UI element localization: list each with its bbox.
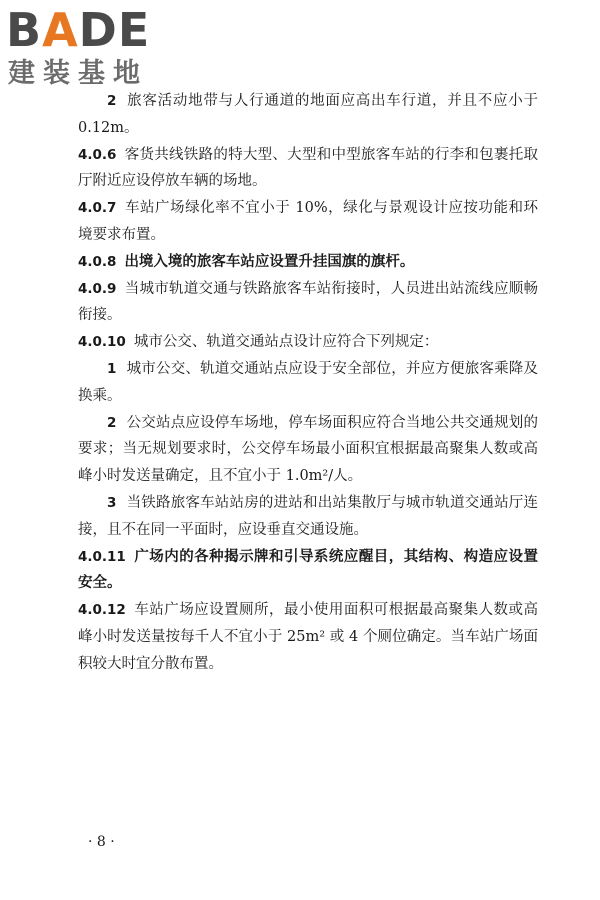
paragraph-text: 广场内的各种揭示牌和引导系统应醒目，其结构、构造应设置安全。 [78, 547, 538, 592]
clause-number: 4.0.10 [78, 334, 126, 351]
document-body [78, 88, 538, 678]
paragraph-item-1 [78, 356, 538, 410]
logo-chinese: 建装基地 [8, 58, 148, 89]
clause-number: 4.0.11 [78, 548, 126, 565]
clause-number: 4.0.7 [78, 200, 117, 217]
page-number: · 8 · [88, 834, 115, 850]
paragraph-item-3 [78, 490, 538, 544]
item-number: 2 [107, 93, 117, 109]
paragraph-item-2b [78, 410, 538, 490]
item-number: 2 [107, 414, 117, 431]
clause-4-0-12 [78, 597, 538, 677]
item-number: 3 [107, 494, 117, 511]
logo-brand-prefix: B [6, 3, 43, 57]
paragraph-text: 客货共线铁路的特大型、大型和中型旅客车站的行李和包裹托取厅附近应设停放车辆的场地。 [78, 146, 538, 190]
clause-number: 4.0.12 [78, 602, 126, 619]
item-number: 1 [107, 360, 117, 377]
bade-logo [6, 4, 176, 94]
logo-brand [6, 4, 150, 56]
clause-4-0-10 [78, 329, 538, 356]
paragraph-text: 车站广场绿化率不宜小于 10%，绿化与景观设计应按功能和环境要求布置。 [78, 200, 538, 243]
paragraph-item-2 [78, 88, 538, 142]
logo-brand-accent: A [42, 3, 79, 57]
paragraph-text: 当城市轨道交通与铁路旅客车站衔接时，人员进出站流线应顺畅衔接。 [78, 280, 538, 324]
clause-4-0-9 [78, 276, 538, 330]
clause-4-0-7 [78, 195, 538, 249]
paragraph-text: 城市公交、轨道交通站点应设于安全部位，并应方便旅客乘降及换乘。 [78, 360, 538, 404]
paragraph-text: 车站广场应设置厕所，最小使用面积可根据最高聚集人数或高峰小时发送量按每千人不宜小于 25m² 或 4 个厕位确定。当车站广场面积较大时宜分散布置。 [78, 602, 538, 672]
clause-4-0-8 [78, 249, 538, 276]
clause-number: 4.0.9 [78, 280, 117, 297]
clause-4-0-11 [78, 544, 538, 598]
paragraph-text: 公交站点应设停车场地，停车场面积应符合当地公共交通规划的要求；当无规划要求时，公交停车场最小面积宜根据最高聚集人数或高峰小时发送量确定，且不宜小于 1.0m²/人。 [78, 414, 538, 485]
clause-4-0-6 [78, 142, 538, 196]
paragraph-text: 当铁路旅客车站站房的进站和出站集散厅与城市轨道交通站厅连接，且不在同一平面时，应设垂直交通设施。 [78, 494, 538, 538]
logo-brand-suffix: DE [78, 3, 151, 57]
clause-number: 4.0.6 [78, 146, 117, 163]
paragraph-text: 城市公交、轨道交通站点设计应符合下列规定： [133, 334, 439, 351]
paragraph-text: 旅客活动地带与人行通道的地面应高出车行道，并且不应小于 0.12m。 [78, 93, 538, 136]
paragraph-text: 出境入境的旅客车站应设置升挂国旗的旗杆。 [124, 252, 415, 270]
clause-number: 4.0.8 [78, 253, 117, 270]
